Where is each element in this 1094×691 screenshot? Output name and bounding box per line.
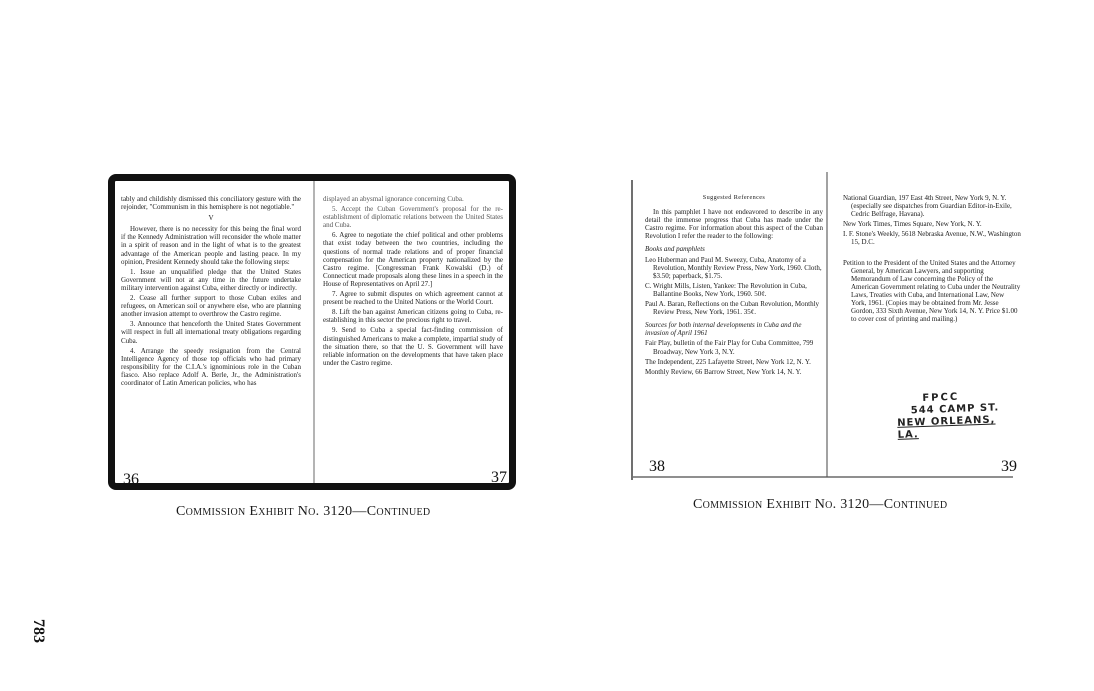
list-item: 9. Send to Cuba a special fact-finding commission of distinguished Americans to make a complete, impartial study of the situation there, so that the U. S. Government will have reliable information on the developments that have taken place under the Castro regime. [323,326,503,367]
reference-item: National Guardian, 197 East 4th Street, New York 9, N. Y. (especially see dispatches from Guardian Editor-in-Exile, Cedric Belfrage, Havana). [843,194,1012,219]
reference-item: Petition to the President of the United States and the Attorney General, by American Lawyers, and supporting Memorandum of Law concerning the Policy of the American Government relating to Cuba under the Neutrality Laws, Treaties with Cuba, and International Law, New York, 1961. (Copies may be obtained from Mr. Jesse Gordon, 333 Sixth Avenue, New York 14, N. Y. Price $1.00 to cover cost of printing and mailing.) [843,258,1021,324]
page-gutter [313,181,315,483]
reference-item: New York Times, Times Square, New York, N. Y. [843,220,982,229]
booklet-page-37 [323,195,503,369]
booklet-page-39 [843,194,1021,325]
reference-item: Monthly Review, 66 Barrow Street, New York 14, N. Y. [645,367,802,376]
list-item: 1. Issue an unqualified pledge that the United States Government will not at any time in the future undertake military intervention against Cuba, either directly or indirectly. [121,267,301,292]
list-item: 6. Agree to negotiate the chief political and other problems that exist today between the two countries, including the questions of normal trade relations and of proper financial compensation for the American property nationalized by the Castro regime. [Congressman Frank Kowalski (D.) of Connecticut made proposals along these lines in a speech in the House of Representatives on April 27.] [323,231,503,288]
stamp-line: 544 CAMP ST. [910,402,1000,417]
booklet-page-38 [645,194,823,378]
reference-item: The Independent, 225 Lafayette Street, New York 12, N. Y. [645,357,811,366]
exhibit-caption-left: Commission Exhibit No. 3120—Continued [176,504,431,519]
list-item: 8. Lift the ban against American citizens going to Cuba, re-establishing in this sector the precious right to travel. [323,308,503,325]
section-heading: V [208,214,214,223]
list-item: 2. Cease all further support to those Cuban exiles and refugees, on American soil or anywhere else, who are planning another invasion attempt to overthrow the Castro regime. [121,294,301,319]
exhibit-photocopy-left [108,174,516,490]
list-item: 3. Announce that henceforth the United States Government will respect in full all international treaty obligations regarding Cuba. [121,320,301,345]
reference-item: Fair Play, bulletin of the Fair Play for Cuba Committee, 799 Broadway, New York 3, N.Y. [645,339,814,356]
list-item: 5. Accept the Cuban Government's proposal for the re-establishment of diplomatic relations between the United States and Cuba. [323,205,503,230]
stamp-line: FPCC [922,391,960,405]
paragraph: tably and childishly dismissed this conciliatory gesture with the rejoinder, "Communism in this hemisphere is not negotiable." [121,195,301,212]
list-item: 7. Agree to submit disputes on which agreement cannot at present be reached to the United Nations or the World Court. [323,290,503,307]
page-number-37: 37 [491,469,507,486]
volume-page-number: 783 [30,619,47,643]
paragraph: However, there is no necessity for this being the final word if the Kennedy Administration will reconsider the whole matter in a spirit of reason and in the light of what is to the greatest advantage of the American people and lasting peace. In my opinion, President Kennedy should take the following steps: [121,225,301,266]
section-heading: Suggested References [702,194,766,201]
page-edge [633,476,1013,478]
paragraph: In this pamphlet I have not endeavored to describe in any detail the immense progress that Cuba has made under the Castro regime. For information about this aspect of the Cuban Revolution I refer the reader to the following: [645,208,823,241]
list-item: 4. Arrange the speedy resignation from the Central Intelligence Agency of those top officials who had primary responsibility for the C.I.A.'s ignominious role in the Cuban fiasco. Also replace Adolf A. Berle, Jr., the Administration's coordinator of Latin American policies, who has [121,346,301,387]
page-number-36: 36 [123,471,139,488]
stamp-line: NEW ORLEANS, LA. [897,414,996,441]
exhibit-photocopy-right [627,170,1027,488]
page-number-39: 39 [1001,458,1017,475]
booklet-page-36 [121,195,301,389]
page-edge [631,180,633,480]
page-number-38: 38 [649,458,665,475]
page-fold [826,172,828,477]
reference-item: I. F. Stone's Weekly, 5618 Nebraska Avenue, N.W., Washington 15, D.C. [843,230,1021,247]
subheading: Sources for both internal developments in Cuba and the invasion of April 1961 [645,321,802,338]
reference-item: Paul A. Baran, Reflections on the Cuban Revolution, Monthly Review Press, New York, 1961. 35¢. [645,300,820,317]
paragraph: displayed an abysmal ignorance concerning Cuba. [323,195,464,203]
subheading: Books and pamphlets [645,245,705,254]
reference-item: C. Wright Mills, Listen, Yankee: The Revolution in Cuba, Ballantine Books, New York, 1960. 50¢. [645,281,807,298]
rubber-stamp [896,390,1008,442]
reference-item: Leo Huberman and Paul M. Sweezy, Cuba, Anatomy of a Revolution, Monthly Review Press, New York, 1960. Cloth, $3.50; paperback, $1.75. [645,255,822,280]
exhibit-caption-right: Commission Exhibit No. 3120—Continued [693,497,948,512]
